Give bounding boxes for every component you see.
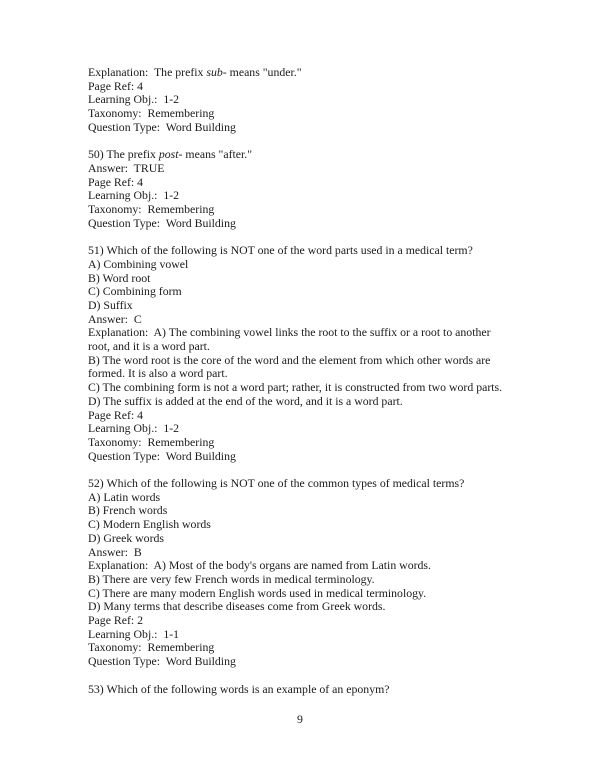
text-line: [88, 436, 538, 450]
text-line: [88, 573, 538, 587]
text-run: Taxonomy: Remembering: [88, 434, 215, 449]
text-line: [88, 107, 538, 121]
italic-text-run: sub-: [206, 65, 227, 79]
text-run: B) French words: [88, 503, 168, 518]
text-run: D) Suffix: [88, 297, 133, 312]
text-line: [88, 176, 538, 190]
text-line: [88, 148, 538, 162]
text-line: [88, 655, 538, 669]
text-line: [88, 93, 538, 107]
text-run: Explanation: A) The combining vowel links the root to the suffix or a root to another: [88, 325, 491, 340]
text-line: [88, 313, 538, 327]
text-line: [88, 189, 538, 203]
text-line: [88, 381, 538, 395]
text-line: [88, 518, 538, 532]
text-line: [88, 244, 538, 258]
text-line: [88, 614, 538, 628]
text-run: Page Ref: 4: [88, 174, 144, 189]
text-line: [88, 326, 538, 340]
text-run: Answer: B: [88, 544, 142, 559]
text-run: means "after.": [182, 147, 253, 162]
text-line: [88, 66, 538, 80]
text-line: [88, 80, 538, 94]
text-line: [88, 422, 538, 436]
text-run: root, and it is a word part.: [88, 339, 210, 354]
text-line: [88, 409, 538, 423]
text-run: 53) Which of the following words is an example of an eponym?: [88, 681, 390, 696]
text-line: [88, 217, 538, 231]
text-line: [88, 559, 538, 573]
text-run: Question Type: Word Building: [88, 119, 236, 134]
text-line: [88, 600, 538, 614]
text-run: Page Ref: 4: [88, 78, 144, 93]
text-run: 52) Which of the following is NOT one of the common types of medical terms?: [88, 476, 465, 491]
text-run: Taxonomy: Remembering: [88, 640, 215, 655]
text-run: Page Ref: 2: [88, 613, 144, 628]
text-run: B) Word root: [88, 270, 151, 285]
text-run: B) There are very few French words in medical terminology.: [88, 571, 375, 586]
page-number: 9: [297, 712, 303, 726]
italic-text-run: post-: [158, 147, 183, 162]
text-run: B) The word root is the core of the word and the element from which other words are: [88, 352, 491, 367]
text-run: Answer: C: [88, 311, 142, 326]
text-line: [88, 299, 538, 313]
text-line: [88, 477, 538, 491]
text-run: Question Type: Word Building: [88, 215, 236, 230]
text-run: C) Modern English words: [88, 517, 211, 532]
text-run: C) There are many modern English words used in medical terminology.: [88, 585, 427, 600]
text-line: [88, 504, 538, 518]
text-line: [88, 258, 538, 272]
text-run: D) The suffix is added at the end of the word, and it is a word part.: [88, 393, 403, 408]
text-run: A) Latin words: [88, 489, 161, 504]
text-run: Explanation: A) Most of the body's organs are named from Latin words.: [88, 558, 431, 573]
text-line: [88, 628, 538, 642]
text-run: Learning Obj.: 1-2: [88, 92, 180, 107]
text-line: [88, 340, 538, 354]
blank-line: [88, 230, 538, 244]
text-line: [88, 546, 538, 560]
blank-line: [88, 669, 538, 683]
text-run: Page Ref: 4: [88, 407, 144, 422]
text-run: Answer: TRUE: [88, 160, 165, 175]
text-run: Learning Obj.: 1-1: [88, 626, 180, 641]
text-line: [88, 272, 538, 286]
text-run: Learning Obj.: 1-2: [88, 188, 180, 203]
text-line: [88, 587, 538, 601]
text-line: [88, 162, 538, 176]
text-line: [88, 683, 538, 697]
text-run: D) Greek words: [88, 530, 165, 545]
text-run: Question Type: Word Building: [88, 654, 236, 669]
text-line: [88, 285, 538, 299]
text-line: [88, 395, 538, 409]
text-line: [88, 532, 538, 546]
text-run: 51) Which of the following is NOT one of the word parts used in a medical term?: [88, 243, 473, 258]
text-line: [88, 450, 538, 464]
blank-line: [88, 135, 538, 149]
blank-line: [88, 463, 538, 477]
text-run: means "under.": [226, 65, 302, 79]
text-run: 50) The prefix: [88, 147, 159, 162]
text-run: C) Combining form: [88, 284, 182, 299]
text-line: [88, 203, 538, 217]
text-run: C) The combining form is not a word part; rather, it is constructed from two word parts.: [88, 380, 503, 395]
text-line: [88, 641, 538, 655]
text-line: [88, 491, 538, 505]
text-run: Taxonomy: Remembering: [88, 202, 215, 217]
text-run: Learning Obj.: 1-2: [88, 421, 180, 436]
text-line: [88, 121, 538, 135]
document-body: [88, 66, 538, 696]
text-run: formed. It is also a word part.: [88, 366, 228, 381]
text-line: [88, 354, 538, 368]
text-run: Taxonomy: Remembering: [88, 106, 215, 121]
text-run: Question Type: Word Building: [88, 448, 236, 463]
text-line: [88, 367, 538, 381]
text-run: A) Combining vowel: [88, 256, 189, 271]
text-run: Explanation: The prefix: [88, 65, 207, 79]
text-run: D) Many terms that describe diseases come from Greek words.: [88, 599, 386, 614]
